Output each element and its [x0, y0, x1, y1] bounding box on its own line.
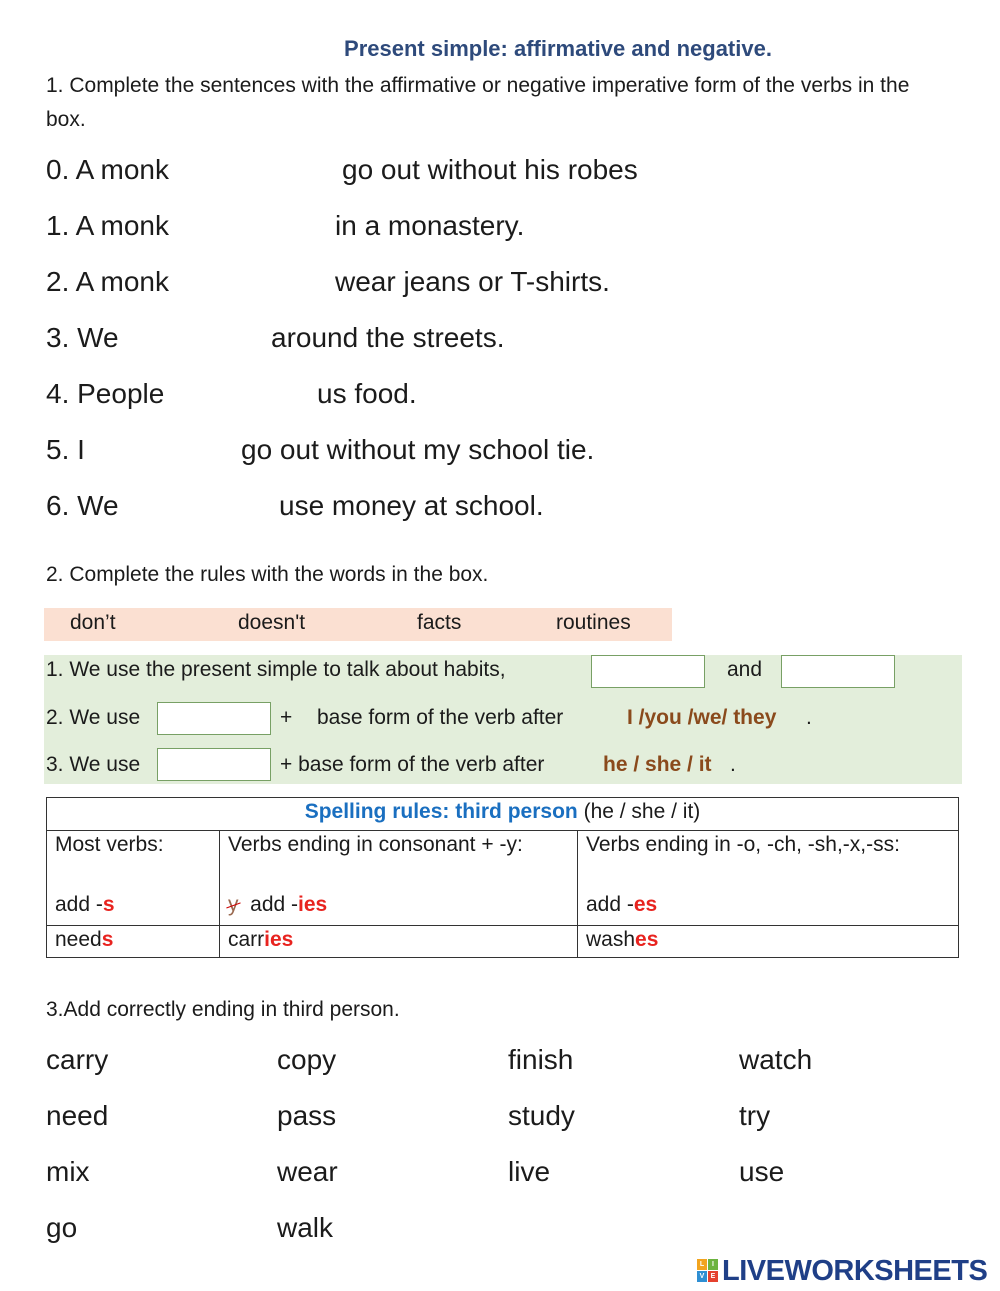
- rule-2-middle: base form of the verb after: [317, 706, 564, 729]
- exercise-text: go out without my school tie.: [241, 434, 595, 465]
- rule-prefix: add -: [55, 893, 103, 916]
- example-stem: need: [55, 928, 102, 951]
- rule-header: Most verbs:: [55, 833, 164, 856]
- answer-blank-habits-1[interactable]: [591, 655, 705, 688]
- example-suffix: ies: [264, 928, 294, 951]
- rule-2-pronouns: I /you /we/ they: [627, 706, 777, 729]
- verb-word: walk: [277, 1212, 334, 1243]
- struck-y: y: [228, 893, 239, 916]
- spelling-rule-cell: [220, 831, 578, 926]
- exercise-text: us food.: [317, 378, 417, 409]
- exercise-text: go out without his robes: [342, 154, 638, 185]
- rule-ending: [228, 893, 569, 917]
- rule-suffix: s: [102, 893, 115, 916]
- word-box-item: routines: [556, 611, 631, 634]
- word-box-item: don’t: [70, 611, 116, 634]
- exercise-subject: 3. We: [46, 322, 119, 353]
- exercise-subject: 4. People: [46, 378, 165, 409]
- spelling-example-cell: [220, 926, 578, 958]
- example-suffix: es: [635, 928, 659, 951]
- liveworksheets-logo: LIVEWORKSHEETS: [722, 1255, 988, 1287]
- page-title: Present simple: affirmative and negative.: [344, 36, 772, 61]
- exercise-subject: 0. A monk: [46, 154, 169, 185]
- section1-instruction: 1. Complete the sentences with the affirmative or negative imperative form of the verbs in the box.: [46, 74, 910, 131]
- verb-word: copy: [277, 1044, 337, 1075]
- rule-3-start: 3. We use: [46, 753, 141, 776]
- verb-word: wear: [277, 1156, 338, 1187]
- verb-word: mix: [46, 1156, 90, 1187]
- logo-letter: E: [708, 1271, 718, 1282]
- exercise-subject: 2. A monk: [46, 266, 169, 297]
- rule-3-middle: + base form of the verb after: [280, 753, 545, 776]
- word-box-item: doesn't: [238, 611, 306, 634]
- rule-header: Verbs ending in -o, -ch, -sh,-x,-ss:: [586, 833, 900, 856]
- spelling-example-cell: [47, 926, 220, 958]
- rule-ending: [55, 893, 211, 917]
- exercise-text: around the streets.: [271, 322, 505, 353]
- rule-2-start: 2. We use: [46, 706, 141, 729]
- exercise-text: wear jeans or T-shirts.: [335, 266, 610, 297]
- spelling-example-cell: [578, 926, 959, 958]
- section3-instruction: 3.Add correctly ending in third person.: [46, 998, 400, 1021]
- logo-letter: I: [708, 1259, 718, 1270]
- section2-instruction: 2. Complete the rules with the words in the box.: [46, 563, 489, 586]
- example-suffix: s: [101, 928, 114, 951]
- example-stem: wash: [586, 928, 636, 951]
- rule-suffix: ies: [298, 893, 328, 916]
- verb-word: try: [739, 1100, 771, 1131]
- verb-word: go: [46, 1212, 78, 1243]
- rule-2-plus: +: [280, 706, 293, 729]
- rule-header: Verbs ending in consonant + -y:: [228, 833, 523, 856]
- rule-1-text: 1. We use the present simple to talk about habits,: [46, 658, 506, 681]
- example-stem: carr: [228, 928, 265, 951]
- verb-word: watch: [739, 1044, 813, 1075]
- verb-word: carry: [46, 1044, 109, 1075]
- rule-1-and: and: [727, 658, 763, 681]
- verb-word: live: [508, 1156, 551, 1187]
- spelling-rules-table: [46, 797, 959, 958]
- spelling-title-rest: (he / she / it): [583, 800, 701, 823]
- answer-blank-rule-2[interactable]: [157, 702, 271, 735]
- answer-blank-rule-3[interactable]: [157, 748, 271, 781]
- answer-blank-habits-2[interactable]: [781, 655, 895, 688]
- liveworksheets-logo-icon: [697, 1259, 719, 1283]
- verb-word: need: [46, 1100, 109, 1131]
- rule-prefix: add -: [586, 893, 634, 916]
- logo-letter: V: [697, 1271, 707, 1282]
- spelling-table-title: [47, 798, 959, 831]
- rule-3-end: .: [730, 753, 736, 776]
- rule-3-pronouns: he / she / it: [603, 753, 712, 776]
- verb-word: use: [739, 1156, 785, 1187]
- rule-suffix: es: [633, 893, 658, 916]
- word-box-item: facts: [417, 611, 462, 634]
- exercise-subject: 5. I: [46, 434, 85, 465]
- exercise-text: in a monastery.: [335, 210, 525, 241]
- rule-prefix: add -: [250, 893, 299, 916]
- exercise-text: use money at school.: [279, 490, 544, 521]
- spelling-rule-cell: [578, 831, 959, 926]
- rule-ending: [586, 893, 950, 917]
- verb-word: pass: [277, 1100, 337, 1131]
- exercise-subject: 1. A monk: [46, 210, 169, 241]
- verb-word: study: [508, 1100, 575, 1131]
- spelling-title: Spelling rules: third person: [304, 800, 578, 823]
- spelling-rule-cell: [47, 831, 220, 926]
- exercise-subject: 6. We: [46, 490, 119, 521]
- rule-2-end: .: [806, 706, 812, 729]
- verb-word: finish: [508, 1044, 574, 1075]
- logo-letter: L: [697, 1259, 707, 1270]
